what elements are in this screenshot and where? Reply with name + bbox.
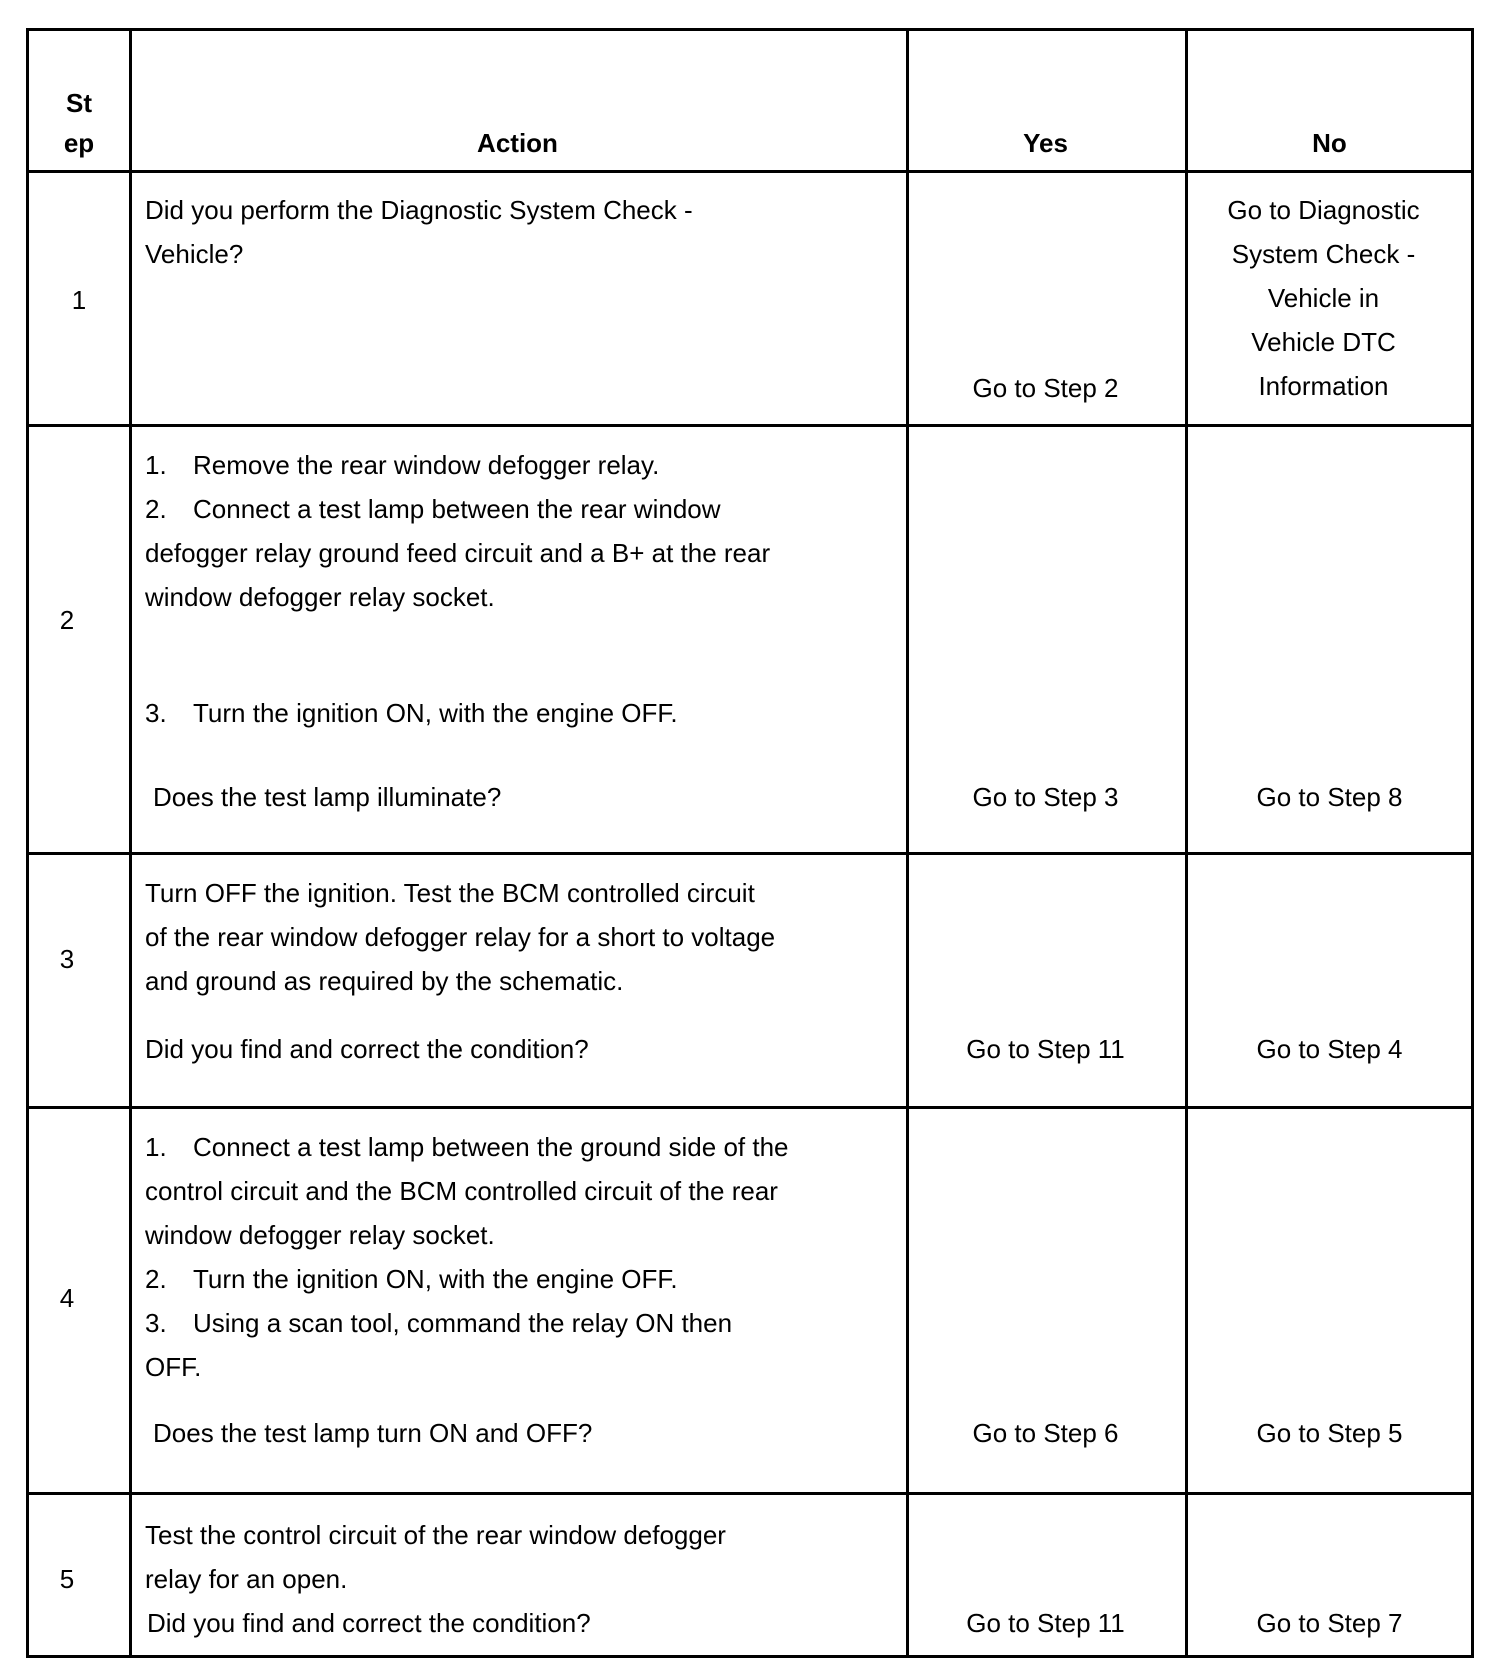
- action-step-3: 3. Turn the ignition ON, with the engine OFF.: [145, 698, 678, 728]
- action-text: Test the control circuit of the rear window defogger relay for an open.: [145, 1520, 726, 1594]
- action-question: Does the test lamp illuminate?: [153, 782, 502, 812]
- step-number: 4: [59, 1283, 75, 1313]
- step-number: 5: [59, 1564, 75, 1594]
- header-no: No: [1312, 128, 1347, 158]
- step-number: 3: [59, 944, 75, 974]
- action-text: Turn OFF the ignition. Test the BCM controlled circuit of the rear window defogger relay for a short to voltage and ground as required by the schematic.: [145, 878, 776, 996]
- step-number: 2: [59, 605, 75, 635]
- column-divider: [129, 31, 132, 1655]
- action-question: Did you find and correct the condition?: [145, 1034, 589, 1064]
- yes-action: Go to Step 11: [966, 1608, 1125, 1638]
- yes-action: Go to Step 2: [972, 373, 1119, 403]
- step-number: 1: [71, 285, 87, 315]
- no-action: Go to Diagnostic System Check - Vehicle in Vehicle DTC Information: [1227, 195, 1420, 401]
- no-action: Go to Step 4: [1256, 1034, 1403, 1064]
- action-question: Does the test lamp turn ON and OFF?: [153, 1418, 593, 1448]
- header-yes: Yes: [1023, 128, 1068, 158]
- row-divider: [29, 1492, 1471, 1495]
- row-divider: [29, 424, 1471, 427]
- header-action: Action: [477, 128, 558, 158]
- row-divider: [29, 1106, 1471, 1109]
- no-action: Go to Step 7: [1256, 1608, 1403, 1638]
- action-text: 1. Remove the rear window defogger relay. 2. Connect a test lamp between the rear window defogger relay ground feed circuit and a B+ at the rear window defogger relay socket.: [145, 450, 771, 612]
- no-action: Go to Step 5: [1256, 1418, 1403, 1448]
- diagnostic-table: [26, 28, 1474, 1658]
- no-action: Go to Step 8: [1256, 782, 1403, 812]
- action-text: Did you perform the Diagnostic System Check - Vehicle?: [145, 195, 693, 269]
- yes-action: Go to Step 6: [972, 1418, 1119, 1448]
- row-divider: [29, 852, 1471, 855]
- action-question: Did you find and correct the condition?: [147, 1608, 591, 1638]
- header-step: St ep: [63, 88, 95, 158]
- yes-action: Go to Step 11: [966, 1034, 1125, 1064]
- row-divider: [29, 170, 1471, 173]
- yes-action: Go to Step 3: [972, 782, 1119, 812]
- action-text: 1. Connect a test lamp between the ground side of the control circuit and the BCM controlled circuit of the rear window defogger relay socket. 2. Turn the ignition ON, with the engine OFF. 3. Using a scan tool, command the relay ON then OFF.: [145, 1132, 789, 1382]
